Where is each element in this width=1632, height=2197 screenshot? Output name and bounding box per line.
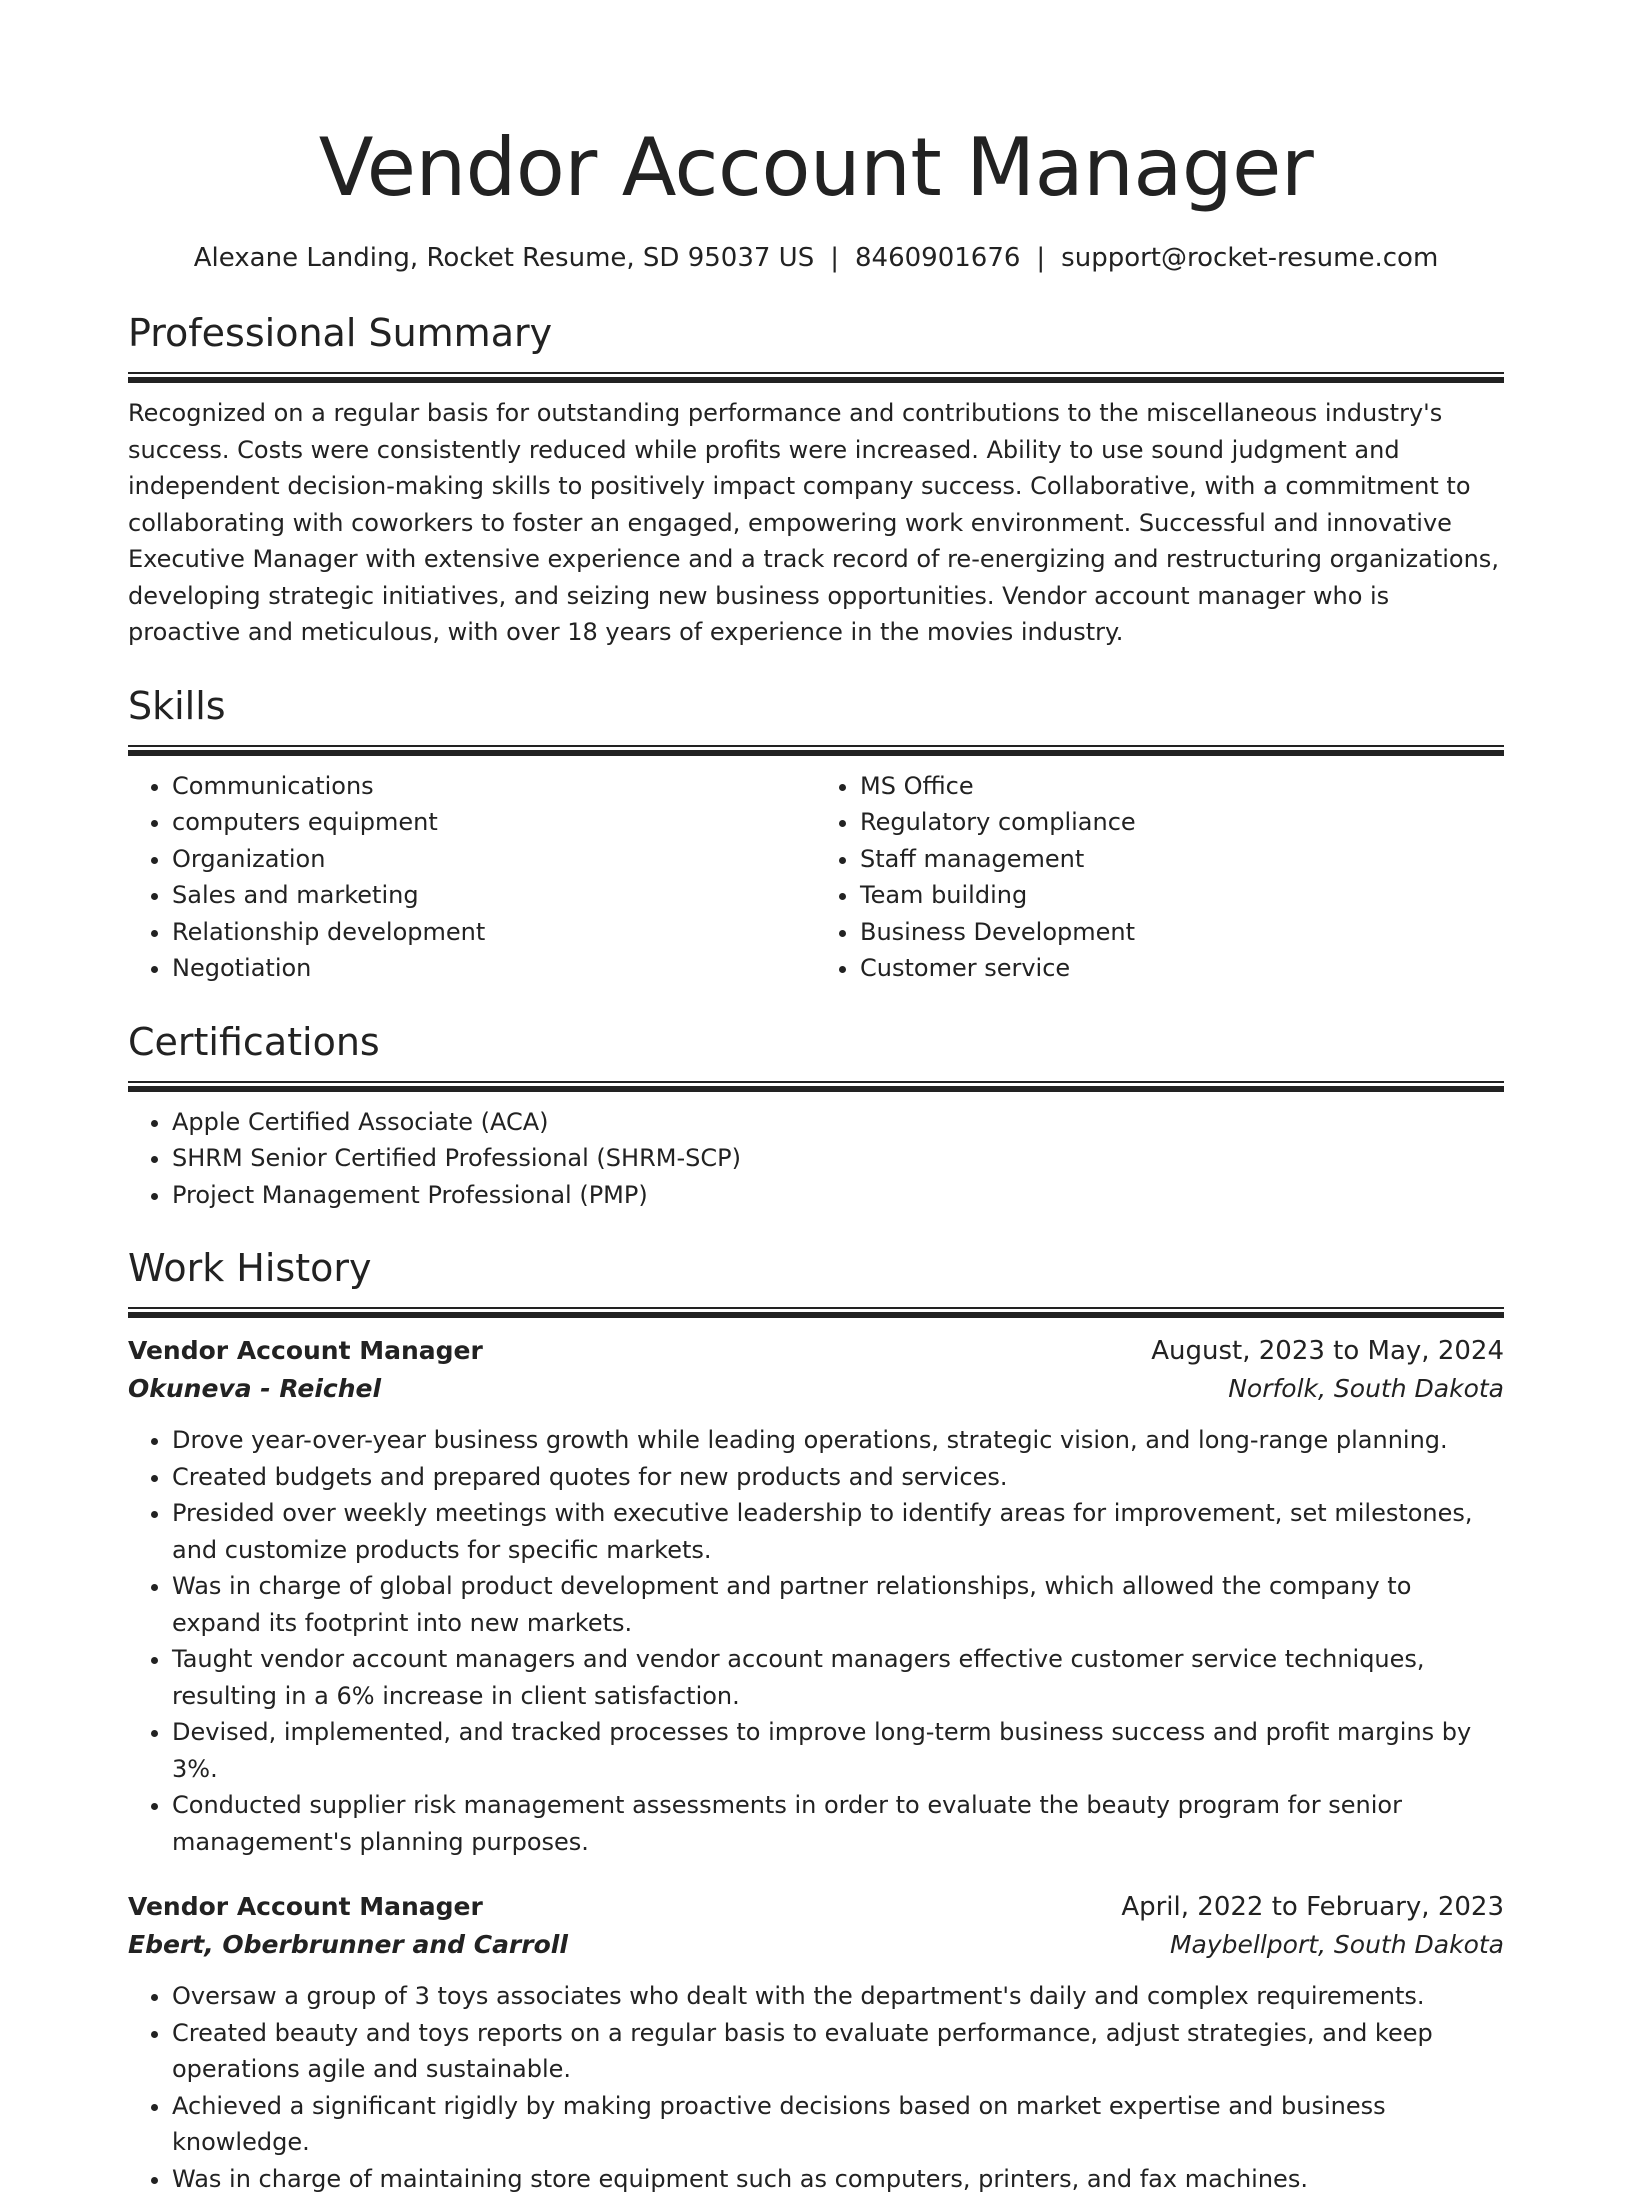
certification-item: • Apple Certified Associate (ACA) xyxy=(172,1104,1504,1141)
section-divider xyxy=(128,745,1504,756)
job-subheader xyxy=(128,1370,1504,1408)
section-divider xyxy=(128,1081,1504,1092)
summary-section xyxy=(128,308,1504,651)
job-header xyxy=(128,1332,1504,1370)
job-entry xyxy=(128,1888,1504,2197)
skills-section xyxy=(128,681,1504,987)
skills-list-right xyxy=(816,768,1504,987)
certifications-section xyxy=(128,1017,1504,1214)
section-title: Certifications xyxy=(128,1017,1504,1067)
job-bullet: • Oversaw a group of 3 toys associates who dealt with the department's daily and complex requirements. xyxy=(172,1978,1504,2015)
job-bullet: • Achieved a significant rigidly by making proactive decisions based on market expertise and business knowledge. xyxy=(172,2088,1504,2161)
job-title: Vendor Account Manager xyxy=(128,1888,483,1926)
contact-separator: | xyxy=(830,243,839,273)
job-bullet-list xyxy=(128,1978,1504,2197)
contact-address: Alexane Landing, Rocket Resume, SD 95037 US xyxy=(194,243,815,273)
work-history-section xyxy=(128,1243,1504,2197)
contact-separator: | xyxy=(1036,243,1045,273)
job-entry xyxy=(128,1332,1504,1860)
section-divider xyxy=(128,1307,1504,1318)
skill-item: • Team building xyxy=(860,877,1504,914)
job-dates: April, 2022 to February, 2023 xyxy=(1121,1888,1504,1926)
section-title: Work History xyxy=(128,1243,1504,1293)
certifications-list xyxy=(128,1104,1504,1214)
job-bullet: • Created beauty and toys reports on a regular basis to evaluate performance, adjust strategies, and keep operations agile and sustainable. xyxy=(172,2015,1504,2088)
certification-item: • SHRM Senior Certified Professional (SHRM-SCP) xyxy=(172,1140,1504,1177)
certification-item: • Project Management Professional (PMP) xyxy=(172,1177,1504,1214)
job-dates: August, 2023 to May, 2024 xyxy=(1151,1332,1504,1370)
skills-list-left xyxy=(128,768,816,987)
skills-columns xyxy=(128,768,1504,987)
job-title: Vendor Account Manager xyxy=(128,1332,483,1370)
job-bullet: • Taught vendor account managers and vendor account managers effective customer service techniques, resulting in a 6% increase in client satisfaction. xyxy=(172,1641,1504,1714)
skill-item: • Regulatory compliance xyxy=(860,804,1504,841)
job-bullet: • Created budgets and prepared quotes for new products and services. xyxy=(172,1459,1504,1496)
contact-line xyxy=(128,238,1504,278)
job-company: Ebert, Oberbrunner and Carroll xyxy=(128,1926,568,1964)
skill-item: • Organization xyxy=(172,841,816,878)
contact-email: support@rocket-resume.com xyxy=(1061,243,1438,273)
skill-item: • computers equipment xyxy=(172,804,816,841)
skill-item: • Business Development xyxy=(860,914,1504,951)
summary-text: Recognized on a regular basis for outstanding performance and contributions to the miscellaneous industry's success. Costs were consistently reduced while profits were increased. Ability to use sound judgment and independent decision-making skills to positively impact company success. Collaborative, with a commitment to collaborating with coworkers to foster an engaged, empowering work environment. Successful and innovative Executive Manager with extensive experience and a track record of re-energizing and restructuring organizations, developing strategic initiatives, and seizing new business opportunities. Vendor account manager who is proactive and meticulous, with over 18 years of experience in the movies industry. xyxy=(128,395,1504,651)
job-header xyxy=(128,1888,1504,1926)
skill-item: • MS Office xyxy=(860,768,1504,805)
job-subheader xyxy=(128,1926,1504,1964)
job-bullet: • Drove year-over-year business growth while leading operations, strategic vision, and long-range planning. xyxy=(172,1422,1504,1459)
skill-item: • Communications xyxy=(172,768,816,805)
job-bullet: • Conducted supplier risk management assessments in order to evaluate the beauty program for senior management's planning purposes. xyxy=(172,1787,1504,1860)
contact-phone: 8460901676 xyxy=(855,243,1020,273)
skill-item: • Customer service xyxy=(860,950,1504,987)
section-title: Professional Summary xyxy=(128,308,1504,358)
job-bullet-list xyxy=(128,1422,1504,1860)
job-bullet: • Devised, implemented, and tracked processes to improve long-term business success and profit margins by 3%. xyxy=(172,1714,1504,1787)
candidate-name: Vendor Account Manager xyxy=(128,0,1504,218)
job-location: Maybellport, South Dakota xyxy=(1170,1926,1504,1964)
resume-page xyxy=(128,0,1504,2197)
job-location: Norfolk, South Dakota xyxy=(1228,1370,1504,1408)
job-bullet: • Was in charge of maintaining store equipment such as computers, printers, and fax machines. xyxy=(172,2161,1504,2197)
job-bullet: • Was in charge of global product development and partner relationships, which allowed the company to expand its footprint into new markets. xyxy=(172,1568,1504,1641)
skill-item: • Relationship development xyxy=(172,914,816,951)
job-bullet: • Presided over weekly meetings with executive leadership to identify areas for improvement, set milestones, and customize products for specific markets. xyxy=(172,1495,1504,1568)
skill-item: • Staff management xyxy=(860,841,1504,878)
skill-item: • Negotiation xyxy=(172,950,816,987)
job-company: Okuneva - Reichel xyxy=(128,1370,381,1408)
section-title: Skills xyxy=(128,681,1504,731)
skill-item: • Sales and marketing xyxy=(172,877,816,914)
section-divider xyxy=(128,372,1504,383)
